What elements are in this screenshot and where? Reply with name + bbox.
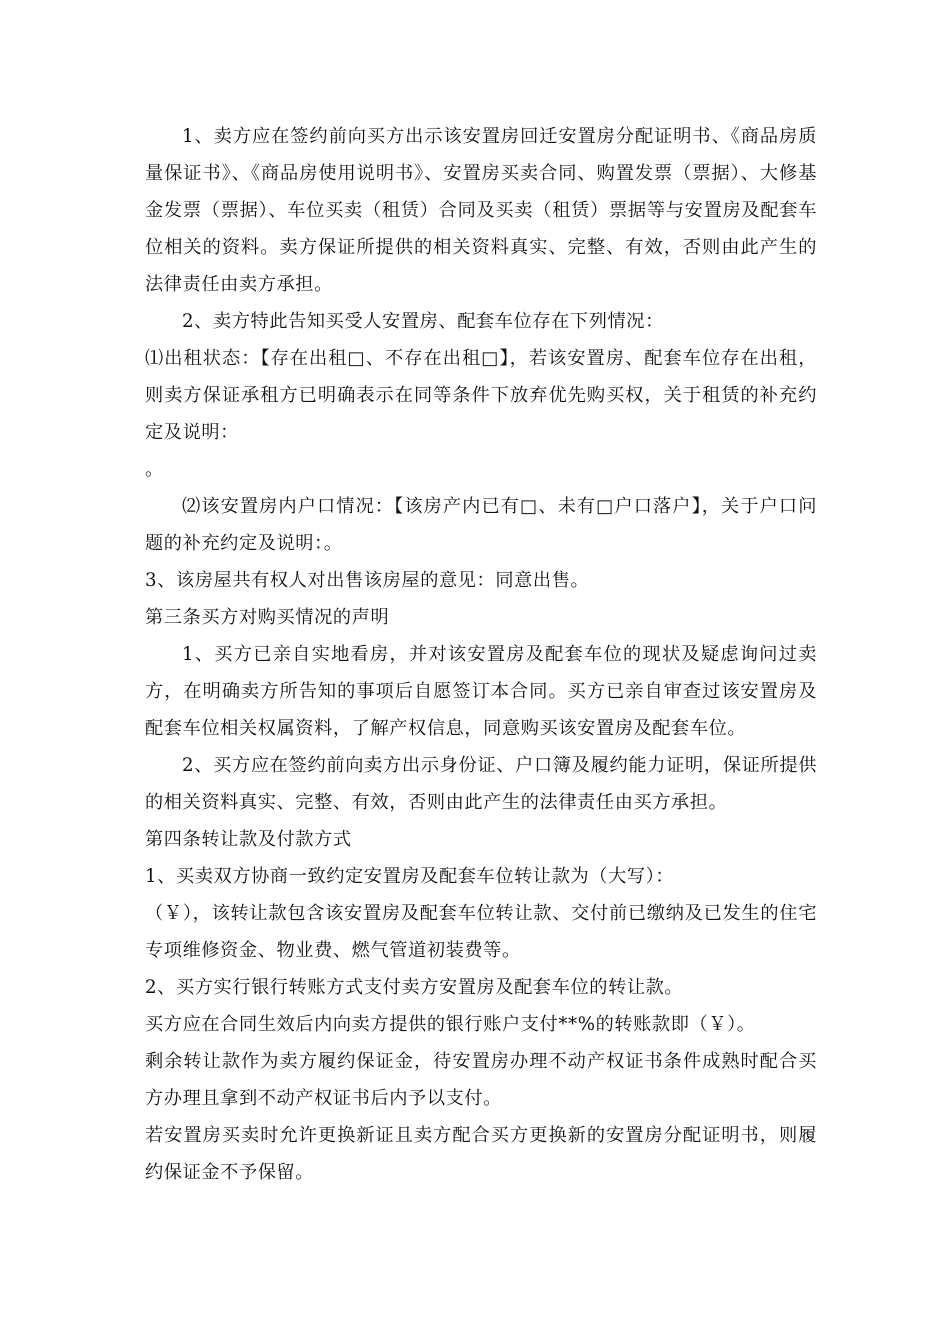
clause-seller-disclosure: 2、卖方特此告知买受人安置房、配套车位存在下列情况： xyxy=(182,311,664,332)
clause-seller-documents: 1、卖方应在签约前向买方出示该安置房回迁安置房分配证明书、《商品房质量保证书》、《商品房使用说明书》、安置房买卖合同、购置发票（票据）、大修基金发票（票据）、车位买卖（租赁）合同及买卖（租赁）票据等与安置房及配套车位相关的资料。卖方保证所提供的相关资料真实、完整、有效，否则由此产生的法律责任由卖方承担。 xyxy=(145,126,817,295)
clause-household-registration: ⑵该安置房内户口情况：【该房产内已有□、未有□户口落户】，关于户口问题的补充约定及说明：。 xyxy=(145,496,817,554)
clause-first-payment: 买方应在合同生效后内向卖方提供的银行账户支付**%的转账款即（￥）。 xyxy=(145,1014,756,1035)
clause-buyer-inspection: 1、买方已亲自实地看房，并对该安置房及配套车位的现状及疑虑询问过卖方，在明确卖方所告知的事项后自愿签订本合同。买方已亲自审查过该安置房及配套车位相关权属资料，了解产权信息，同意购买该安置房及配套车位。 xyxy=(145,644,817,739)
section-heading-article-3: 第三条买方对购买情况的声明 xyxy=(145,607,390,628)
section-heading-article-4: 第四条转让款及付款方式 xyxy=(145,829,352,850)
document-body xyxy=(145,118,817,1191)
clause-performance-deposit: 剩余转让款作为卖方履约保证金，待安置房办理不动产权证书条件成熟时配合买方办理且拿到不动产权证书后内予以支付。 xyxy=(145,1051,817,1109)
clause-co-owner-opinion: 3、该房屋共有权人对出售该房屋的意见：同意出售。 xyxy=(145,570,590,591)
clause-transfer-price: 1、买卖双方协商一致约定安置房及配套车位转让款为（大写）： xyxy=(145,866,675,887)
clause-deposit-waiver: 若安置房买卖时允许更换新证且卖方配合买方更换新的安置房分配证明书，则履约保证金不予保留。 xyxy=(145,1125,817,1183)
clause-rental-status: ⑴出租状态：【存在出租□、不存在出租□】，若该安置房、配套车位存在出租，则卖方保证承租方已明确表示在同等条件下放弃优先购买权，关于租赁的补充约定及说明： xyxy=(145,348,817,443)
clause-price-includes: （￥），该转让款包含该安置房及配套车位转让款、交付前已缴纳及已发生的住宅专项维修资金、物业费、燃气管道初装费等。 xyxy=(145,903,817,961)
clause-buyer-documents: 2、买方应在签约前向卖方出示身份证、户口簿及履约能力证明，保证所提供的相关资料真实、完整、有效，否则由此产生的法律责任由买方承担。 xyxy=(145,755,817,813)
clause-payment-method: 2、买方实行银行转账方式支付卖方安置房及配套车位的转让款。 xyxy=(145,977,684,998)
rental-note-end: 。 xyxy=(145,459,164,480)
